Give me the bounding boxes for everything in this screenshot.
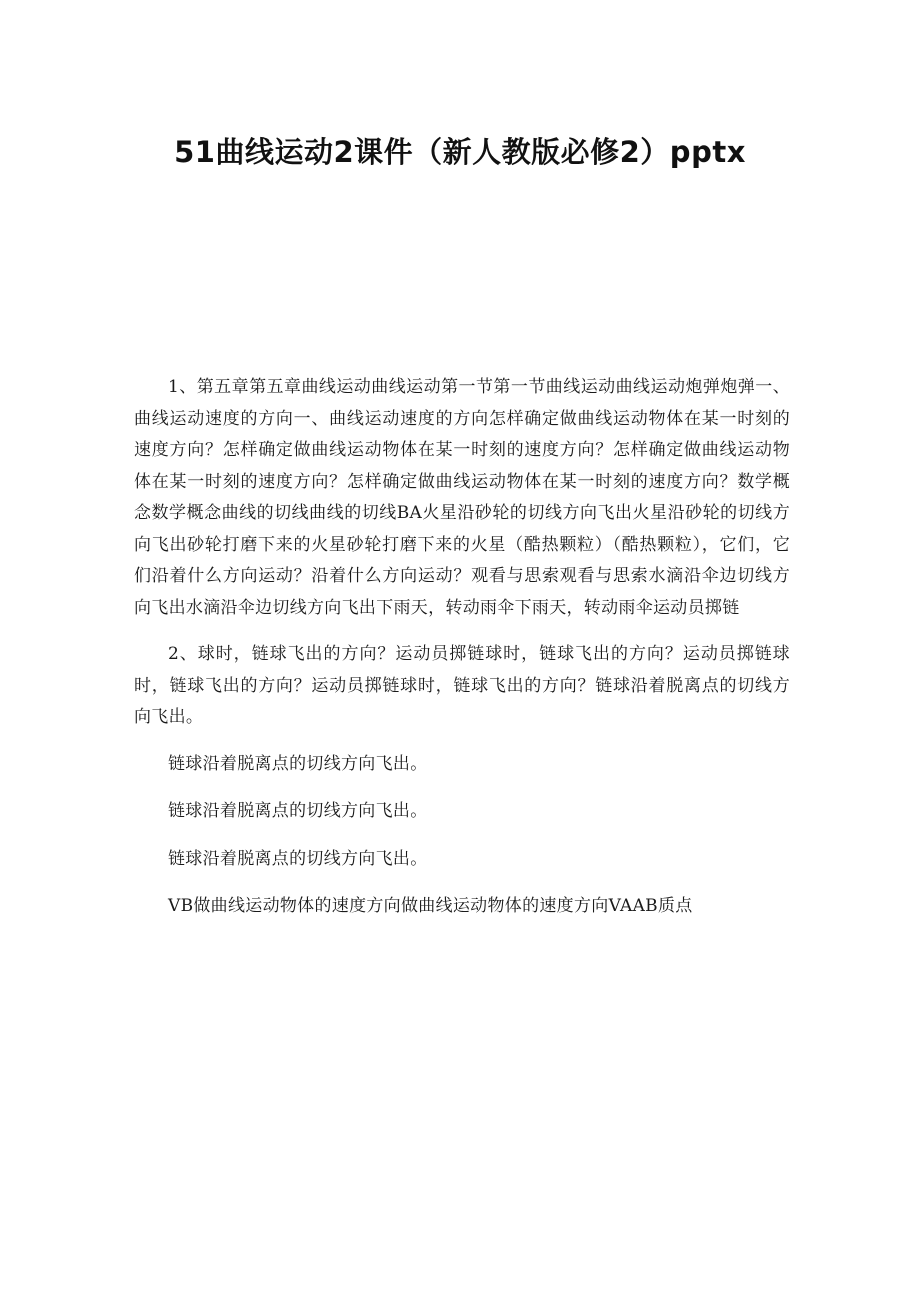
paragraph-4: 链球沿着脱离点的切线方向飞出。 xyxy=(168,801,428,821)
paragraph-1: 1、第五章第五章曲线运动曲线运动第一节第一节曲线运动曲线运动炮弹炮弹一、曲线运动速度的方向一、曲线运动速度的方向怎样确定做曲线运动物体在某一时刻的速度方向？怎样确定做曲线运动物体在某一时刻的速度方向？怎样确定做曲线运动物体在某一时刻的速度方向？怎样确定做曲线运动物体在某一时刻的速度方向？数学概念数学概念曲线的切线曲线的切线BA火星沿砂轮的切线方向飞出火星沿砂轮的切线方向飞出砂轮打磨下来的火星砂轮打磨下来的火星（酷热颗粒）（酷热颗粒），它们，它们沿着什么方向运动？沿着什么方向运动？观看与思索观看与思索水滴沿伞边切线方向飞出水滴沿伞边切线方向飞出下雨天，转动雨伞下雨天，转动雨伞运动员掷链 xyxy=(134,377,790,618)
paragraph-5: 链球沿着脱离点的切线方向飞出。 xyxy=(168,848,428,869)
paragraph-3: 链球沿着脱离点的切线方向飞出。 xyxy=(168,753,428,774)
document-body xyxy=(134,372,790,938)
paragraph-6: VB做曲线运动物体的速度方向做曲线运动物体的速度方向VAAB质点 xyxy=(168,896,693,916)
document-title: 51曲线运动2课件（新人教版必修2）pptx xyxy=(174,135,746,169)
paragraph-2: 2、球时，链球飞出的方向？运动员掷链球时，链球飞出的方向？运动员掷链球时，链球飞出的方向？运动员掷链球时，链球飞出的方向？链球沿着脱离点的切线方向飞出。 xyxy=(134,644,790,727)
